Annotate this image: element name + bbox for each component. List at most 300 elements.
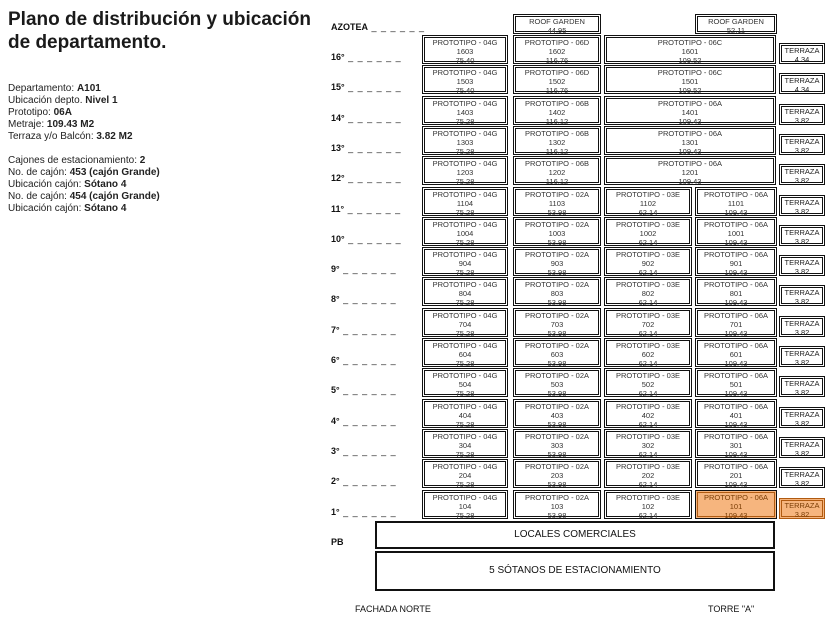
floor-label-6: 6° _ _ _ _ _ _ <box>331 355 397 365</box>
terrace-floor-9[interactable] <box>779 255 825 276</box>
unit-1301[interactable] <box>604 126 776 155</box>
unit-501[interactable] <box>695 368 777 397</box>
unit-1502[interactable] <box>513 65 601 94</box>
unit-prototype: PROTOTIPO - 02A <box>524 341 590 350</box>
unit-area: 53.98 <box>547 208 567 216</box>
unit-prototype: PROTOTIPO - 03E <box>615 402 681 411</box>
unit-603[interactable] <box>513 338 601 367</box>
terrace-floor-15[interactable] <box>779 73 825 94</box>
unit-number: 702 <box>641 320 655 329</box>
unit-601[interactable] <box>695 338 777 367</box>
terrace-area: 3.82 <box>794 510 810 519</box>
terrace-area: 4.34 <box>794 55 810 64</box>
unit-area: 62.14 <box>638 329 658 337</box>
unit-prototype: PROTOTIPO - 06B <box>524 99 590 108</box>
unit-103[interactable] <box>513 490 601 519</box>
unit-number: 303 <box>550 441 564 450</box>
terrace-area: 3.82 <box>794 237 810 246</box>
unit-area: 62.14 <box>638 420 658 428</box>
unit-number: 401 <box>729 411 743 420</box>
unit-prototype: PROTOTIPO - 03E <box>615 250 681 259</box>
unit-802[interactable] <box>604 277 692 306</box>
unit-prototype: PROTOTIPO - 03E <box>615 371 681 380</box>
unit-prototype: PROTOTIPO - 04G <box>432 190 498 199</box>
unit-number: 602 <box>641 350 655 359</box>
unit-204[interactable] <box>422 459 508 488</box>
floor-label-11: 11° _ _ _ _ _ _ <box>331 204 402 214</box>
unit-number: 1502 <box>548 77 566 86</box>
unit-area: 109.43 <box>724 389 748 397</box>
unit-area: 109.43 <box>724 238 748 246</box>
terrace-floor-6[interactable] <box>779 346 825 367</box>
unit-301[interactable] <box>695 429 777 458</box>
unit-304[interactable] <box>422 429 508 458</box>
unit-area: 109.43 <box>724 359 748 367</box>
unit-area: 75.28 <box>455 238 475 246</box>
unit-prototype: PROTOTIPO - 03E <box>615 493 681 502</box>
terrace-label: TERRAZA <box>784 76 820 85</box>
unit-number: 804 <box>458 289 472 298</box>
unit-503[interactable] <box>513 368 601 397</box>
unit-prototype: PROTOTIPO - 03E <box>615 190 681 199</box>
floor-label-2: 2° _ _ _ _ _ _ <box>331 476 397 486</box>
unit-number: 801 <box>729 289 743 298</box>
unit-area: 75.28 <box>455 389 475 397</box>
unit-area: 53.98 <box>547 480 567 488</box>
parking-basements-block[interactable]: 5 SÓTANOS DE ESTACIONAMIENTO <box>375 551 775 591</box>
unit-703[interactable] <box>513 308 601 337</box>
roof-garden-area: 44.95 <box>547 26 567 34</box>
unit-area: 53.98 <box>547 420 567 428</box>
unit-area: 53.98 <box>547 268 567 276</box>
unit-area: 109.43 <box>678 147 702 155</box>
unit-prototype: PROTOTIPO - 06A <box>703 462 769 471</box>
unit-prototype: PROTOTIPO - 04G <box>432 462 498 471</box>
unit-number: 1401 <box>681 108 699 117</box>
unit-number: 202 <box>641 471 655 480</box>
unit-area: 53.98 <box>547 329 567 337</box>
unit-area: 109.43 <box>724 420 748 428</box>
terrace-area: 3.82 <box>794 388 810 397</box>
unit-prototype: PROTOTIPO - 03E <box>615 280 681 289</box>
unit-prototype: PROTOTIPO - 06D <box>524 68 590 77</box>
terrace-floor-4[interactable] <box>779 407 825 428</box>
unit-number: 1301 <box>681 138 699 147</box>
unit-201[interactable] <box>695 459 777 488</box>
unit-1403[interactable] <box>422 96 508 125</box>
terrace-floor-3[interactable] <box>779 437 825 458</box>
unit-1101[interactable] <box>695 187 777 216</box>
info-area: Metraje: 109.43 M2 <box>8 119 95 130</box>
unit-302[interactable] <box>604 429 692 458</box>
unit-number: 902 <box>641 259 655 268</box>
floor-label-7: 7° _ _ _ _ _ _ <box>331 325 397 335</box>
unit-number: 701 <box>729 320 743 329</box>
unit-area: 109.43 <box>724 511 748 519</box>
unit-prototype: PROTOTIPO - 06A <box>703 220 769 229</box>
unit-1202[interactable] <box>513 156 601 185</box>
roof-garden-name: ROOF GARDEN <box>529 17 585 26</box>
unit-704[interactable] <box>422 308 508 337</box>
info-location: Ubicación depto. Nivel 1 <box>8 95 118 106</box>
unit-area: 53.98 <box>547 298 567 306</box>
unit-number: 1503 <box>456 77 474 86</box>
terrace-area: 3.82 <box>794 207 810 216</box>
terrace-label: TERRAZA <box>784 107 820 116</box>
unit-104[interactable] <box>422 490 508 519</box>
unit-1103[interactable] <box>513 187 601 216</box>
terrace-floor-1[interactable] <box>779 498 825 519</box>
unit-number: 503 <box>550 380 564 389</box>
unit-prototype: PROTOTIPO - 02A <box>524 220 590 229</box>
unit-area: 53.98 <box>547 238 567 246</box>
terrace-label: TERRAZA <box>784 470 820 479</box>
unit-prototype: PROTOTIPO - 06B <box>524 129 590 138</box>
unit-area: 116.12 <box>545 177 569 185</box>
unit-number: 1004 <box>456 229 474 238</box>
unit-area: 109.43 <box>724 268 748 276</box>
unit-number: 1104 <box>456 199 474 208</box>
unit-area: 75.28 <box>455 208 475 216</box>
unit-area: 116.76 <box>545 56 569 64</box>
unit-number: 1601 <box>681 47 699 56</box>
unit-area: 75.40 <box>455 86 475 94</box>
unit-number: 204 <box>458 471 472 480</box>
unit-prototype: PROTOTIPO - 04G <box>432 280 498 289</box>
unit-1003[interactable] <box>513 217 601 246</box>
floor-label-12: 12° _ _ _ _ _ _ <box>331 173 402 183</box>
terrace-label: TERRAZA <box>784 349 820 358</box>
unit-number: 1202 <box>548 168 566 177</box>
unit-504[interactable] <box>422 368 508 397</box>
unit-1303[interactable] <box>422 126 508 155</box>
unit-prototype: PROTOTIPO - 03E <box>615 220 681 229</box>
terrace-floor-16[interactable] <box>779 43 825 64</box>
unit-prototype: PROTOTIPO - 02A <box>524 432 590 441</box>
unit-area: 75.40 <box>455 56 475 64</box>
unit-number: 1103 <box>548 199 566 208</box>
terrace-label: TERRAZA <box>784 137 820 146</box>
unit-prototype: PROTOTIPO - 03E <box>615 341 681 350</box>
terrace-area: 3.82 <box>794 328 810 337</box>
floor-label-pb: PB <box>331 537 344 547</box>
info-prototype: Prototipo: 06A <box>8 107 72 118</box>
terrace-label: TERRAZA <box>784 440 820 449</box>
unit-number: 904 <box>458 259 472 268</box>
unit-number: 603 <box>550 350 564 359</box>
terrace-label: TERRAZA <box>784 410 820 419</box>
unit-number: 703 <box>550 320 564 329</box>
terrace-area: 3.82 <box>794 116 810 125</box>
unit-prototype: PROTOTIPO - 02A <box>524 190 590 199</box>
unit-prototype: PROTOTIPO - 06A <box>703 280 769 289</box>
unit-area: 75.28 <box>455 298 475 306</box>
unit-number: 502 <box>641 380 655 389</box>
unit-1203[interactable] <box>422 156 508 185</box>
unit-prototype: PROTOTIPO - 02A <box>524 250 590 259</box>
unit-prototype: PROTOTIPO - 06C <box>657 38 723 47</box>
unit-prototype: PROTOTIPO - 04G <box>432 250 498 259</box>
unit-area: 62.14 <box>638 359 658 367</box>
unit-prototype: PROTOTIPO - 04G <box>432 38 498 47</box>
unit-prototype: PROTOTIPO - 02A <box>524 493 590 502</box>
unit-area: 75.28 <box>455 480 475 488</box>
unit-number: 104 <box>458 502 472 511</box>
unit-number: 101 <box>729 502 743 511</box>
unit-number: 802 <box>641 289 655 298</box>
floor-label-16: 16° _ _ _ _ _ _ <box>331 52 402 62</box>
unit-801[interactable] <box>695 277 777 306</box>
terrace-area: 3.82 <box>794 358 810 367</box>
unit-number: 201 <box>729 471 743 480</box>
unit-prototype: PROTOTIPO - 04G <box>432 371 498 380</box>
unit-number: 803 <box>550 289 564 298</box>
terrace-floor-12[interactable] <box>779 164 825 185</box>
unit-area: 116.76 <box>545 86 569 94</box>
unit-prototype: PROTOTIPO - 06A <box>703 493 769 502</box>
unit-prototype: PROTOTIPO - 04G <box>432 311 498 320</box>
unit-403[interactable] <box>513 399 601 428</box>
unit-area: 109.52 <box>678 56 702 64</box>
floor-label-5: 5° _ _ _ _ _ _ <box>331 385 397 395</box>
roof-garden-2[interactable] <box>695 14 777 34</box>
unit-1402[interactable] <box>513 96 601 125</box>
unit-number: 1403 <box>456 108 474 117</box>
unit-202[interactable] <box>604 459 692 488</box>
unit-902[interactable] <box>604 247 692 276</box>
terrace-label: TERRAZA <box>784 167 820 176</box>
parking-info <box>8 155 160 215</box>
terrace-area: 3.82 <box>794 419 810 428</box>
unit-area: 75.28 <box>455 268 475 276</box>
unit-prototype: PROTOTIPO - 04G <box>432 159 498 168</box>
terrace-label: TERRAZA <box>784 379 820 388</box>
unit-area: 109.43 <box>724 208 748 216</box>
floor-label-9: 9° _ _ _ _ _ _ <box>331 264 397 274</box>
unit-prototype: PROTOTIPO - 06A <box>657 99 723 108</box>
unit-prototype: PROTOTIPO - 04G <box>432 99 498 108</box>
unit-404[interactable] <box>422 399 508 428</box>
unit-401[interactable] <box>695 399 777 428</box>
unit-area: 109.43 <box>678 177 702 185</box>
unit-area: 109.43 <box>724 450 748 458</box>
unit-1602[interactable] <box>513 35 601 64</box>
unit-903[interactable] <box>513 247 601 276</box>
unit-1401[interactable] <box>604 96 776 125</box>
unit-area: 109.52 <box>678 86 702 94</box>
unit-604[interactable] <box>422 338 508 367</box>
unit-prototype: PROTOTIPO - 03E <box>615 462 681 471</box>
facade-label: FACHADA NORTE <box>355 604 431 614</box>
unit-prototype: PROTOTIPO - 04G <box>432 432 498 441</box>
unit-area: 109.43 <box>724 480 748 488</box>
unit-number: 604 <box>458 350 472 359</box>
unit-area: 75.28 <box>455 117 475 125</box>
unit-502[interactable] <box>604 368 692 397</box>
unit-area: 75.28 <box>455 329 475 337</box>
unit-area: 116.12 <box>545 117 569 125</box>
page-title: Plano de distribución y ubicación de departamento. <box>8 9 311 53</box>
unit-prototype: PROTOTIPO - 06A <box>703 402 769 411</box>
unit-1503[interactable] <box>422 65 508 94</box>
parking-count: Cajones de estacionamiento: 2 <box>8 155 146 166</box>
unit-1302[interactable] <box>513 126 601 155</box>
unit-prototype: PROTOTIPO - 04G <box>432 493 498 502</box>
unit-area: 53.98 <box>547 389 567 397</box>
unit-number: 1102 <box>639 199 657 208</box>
terrace-label: TERRAZA <box>784 46 820 55</box>
unit-number: 1501 <box>681 77 699 86</box>
unit-prototype: PROTOTIPO - 06A <box>657 129 723 138</box>
unit-1004[interactable] <box>422 217 508 246</box>
unit-1002[interactable] <box>604 217 692 246</box>
unit-701[interactable] <box>695 308 777 337</box>
unit-901[interactable] <box>695 247 777 276</box>
unit-number: 1303 <box>456 138 474 147</box>
unit-number: 404 <box>458 411 472 420</box>
terrace-floor-5[interactable] <box>779 376 825 397</box>
terrace-label: TERRAZA <box>784 258 820 267</box>
unit-101[interactable] <box>695 490 777 519</box>
unit-number: 1002 <box>639 229 657 238</box>
unit-prototype: PROTOTIPO - 03E <box>615 311 681 320</box>
tower-label: TORRE "A" <box>708 604 755 614</box>
info-department: Departamento: A101 <box>8 83 101 94</box>
unit-area: 62.14 <box>638 450 658 458</box>
unit-prototype: PROTOTIPO - 06A <box>703 311 769 320</box>
unit-number: 1603 <box>456 47 474 56</box>
unit-number: 1203 <box>456 168 474 177</box>
unit-1102[interactable] <box>604 187 692 216</box>
unit-number: 901 <box>729 259 743 268</box>
terrace-floor-11[interactable] <box>779 195 825 216</box>
parking-spot-2-location: Ubicación cajón: Sótano 4 <box>8 203 127 214</box>
terrace-label: TERRAZA <box>784 198 820 207</box>
unit-prototype: PROTOTIPO - 06A <box>703 432 769 441</box>
floor-label-14: 14° _ _ _ _ _ _ <box>331 113 402 123</box>
unit-number: 1003 <box>548 229 566 238</box>
terrace-floor-2[interactable] <box>779 467 825 488</box>
unit-1001[interactable] <box>695 217 777 246</box>
unit-area: 109.43 <box>724 329 748 337</box>
unit-number: 103 <box>550 502 564 511</box>
unit-area: 116.12 <box>545 147 569 155</box>
unit-prototype: PROTOTIPO - 03E <box>615 432 681 441</box>
terrace-floor-8[interactable] <box>779 285 825 306</box>
unit-prototype: PROTOTIPO - 04G <box>432 68 498 77</box>
unit-area: 53.98 <box>547 359 567 367</box>
terrace-floor-14[interactable] <box>779 104 825 125</box>
unit-area: 75.28 <box>455 177 475 185</box>
parking-spot-1: No. de cajón: 453 (cajón Grande) <box>8 167 160 178</box>
unit-702[interactable] <box>604 308 692 337</box>
unit-area: 75.28 <box>455 511 475 519</box>
terrace-area: 3.82 <box>794 146 810 155</box>
unit-number: 304 <box>458 441 472 450</box>
unit-prototype: PROTOTIPO - 04G <box>432 129 498 138</box>
unit-number: 1001 <box>727 229 745 238</box>
unit-803[interactable] <box>513 277 601 306</box>
unit-area: 75.28 <box>455 450 475 458</box>
unit-602[interactable] <box>604 338 692 367</box>
unit-number: 601 <box>729 350 743 359</box>
unit-prototype: PROTOTIPO - 04G <box>432 402 498 411</box>
unit-prototype: PROTOTIPO - 06A <box>703 190 769 199</box>
unit-area: 109.43 <box>724 298 748 306</box>
parking-spot-2: No. de cajón: 454 (cajón Grande) <box>8 191 160 202</box>
unit-prototype: PROTOTIPO - 06A <box>703 250 769 259</box>
floor-label-3: 3° _ _ _ _ _ _ <box>331 446 397 456</box>
terrace-floor-10[interactable] <box>779 225 825 246</box>
unit-203[interactable] <box>513 459 601 488</box>
roof-garden-1[interactable] <box>513 14 601 34</box>
unit-area: 62.14 <box>638 511 658 519</box>
terrace-area: 3.82 <box>794 176 810 185</box>
terrace-floor-7[interactable] <box>779 316 825 337</box>
unit-area: 62.14 <box>638 238 658 246</box>
unit-904[interactable] <box>422 247 508 276</box>
unit-prototype: PROTOTIPO - 02A <box>524 402 590 411</box>
floor-label-10: 10° _ _ _ _ _ _ <box>331 234 402 244</box>
terrace-floor-13[interactable] <box>779 134 825 155</box>
unit-prototype: PROTOTIPO - 02A <box>524 462 590 471</box>
floor-label-8: 8° _ _ _ _ _ _ <box>331 294 397 304</box>
unit-102[interactable] <box>604 490 692 519</box>
unit-number: 403 <box>550 411 564 420</box>
unit-area: 109.43 <box>678 117 702 125</box>
terrace-area: 4.34 <box>794 85 810 94</box>
floor-label-azotea: AZOTEA _ _ _ _ _ _ <box>331 22 426 32</box>
unit-number: 903 <box>550 259 564 268</box>
floor-label-1: 1° _ _ _ _ _ _ <box>331 507 397 517</box>
unit-prototype: PROTOTIPO - 06B <box>524 159 590 168</box>
unit-area: 75.28 <box>455 359 475 367</box>
unit-1201[interactable] <box>604 156 776 185</box>
unit-prototype: PROTOTIPO - 04G <box>432 220 498 229</box>
info-terrace: Terraza y/o Balcón: 3.82 M2 <box>8 131 133 142</box>
terrace-area: 3.82 <box>794 479 810 488</box>
unit-804[interactable] <box>422 277 508 306</box>
unit-area: 62.14 <box>638 389 658 397</box>
terrace-area: 3.82 <box>794 267 810 276</box>
unit-prototype: PROTOTIPO - 06A <box>703 371 769 380</box>
terrace-label: TERRAZA <box>784 319 820 328</box>
terrace-label: TERRAZA <box>784 288 820 297</box>
unit-area: 62.14 <box>638 480 658 488</box>
terrace-area: 3.82 <box>794 449 810 458</box>
floor-label-13: 13° _ _ _ _ _ _ <box>331 143 402 153</box>
unit-number: 501 <box>729 380 743 389</box>
unit-1603[interactable] <box>422 35 508 64</box>
roof-garden-area: 52.11 <box>726 26 746 34</box>
unit-1104[interactable] <box>422 187 508 216</box>
parking-spot-1-location: Ubicación cajón: Sótano 4 <box>8 179 127 190</box>
unit-prototype: PROTOTIPO - 02A <box>524 371 590 380</box>
terrace-label: TERRAZA <box>784 501 820 510</box>
unit-number: 203 <box>550 471 564 480</box>
unit-number: 1402 <box>548 108 566 117</box>
unit-303[interactable] <box>513 429 601 458</box>
unit-area: 53.98 <box>547 511 567 519</box>
unit-402[interactable] <box>604 399 692 428</box>
unit-1501[interactable] <box>604 65 776 94</box>
unit-prototype: PROTOTIPO - 06D <box>524 38 590 47</box>
commercial-block[interactable]: LOCALES COMERCIALES <box>375 521 775 549</box>
unit-info <box>8 83 133 143</box>
unit-number: 301 <box>729 441 743 450</box>
unit-number: 402 <box>641 411 655 420</box>
unit-1601[interactable] <box>604 35 776 64</box>
